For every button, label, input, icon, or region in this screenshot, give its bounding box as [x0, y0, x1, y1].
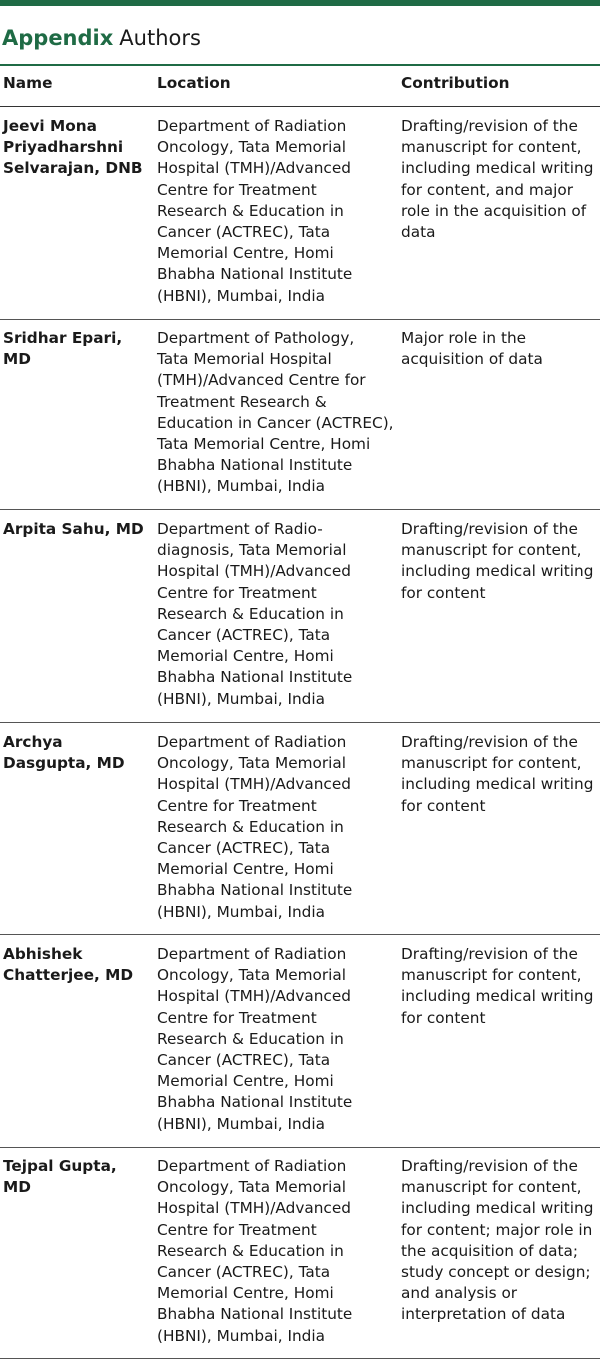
- author-location: Department of Radiation Oncology, Tata Memorial Hospital (TMH)/Advanced Centre for Treatment Research & Education in Cancer (ACTREC), Tata Memorial Centre, Homi Bhabha National Institute (HBNI), Mumbai, India: [157, 945, 353, 1133]
- header-contribution: Contribution: [401, 74, 510, 92]
- author-name: Sridhar Epari, MD: [3, 329, 123, 369]
- author-contribution: Drafting/revision of the manuscript for content, including medical writing for content, and major role in the acquisition of data: [401, 117, 594, 242]
- top-accent-bar: [0, 0, 600, 6]
- author-location: Department of Pathology, Tata Memorial Hospital (TMH)/Advanced Centre for Treatment Research & Education in Cancer (ACTREC), Tata Memorial Centre, Homi Bhabha National Institute (HBNI), Mumbai, India: [157, 329, 394, 496]
- row-divider: [0, 319, 600, 320]
- author-location: Department of Radiation Oncology, Tata Memorial Hospital (TMH)/Advanced Centre for Treatment Research & Education in Cancer (ACTREC), Tata Memorial Centre, Homi Bhabha National Institute (HBNI), Mumbai, India: [157, 117, 353, 305]
- table-header-row: [0, 66, 600, 106]
- row-divider: [0, 509, 600, 510]
- author-name: Archya Dasgupta, MD: [3, 733, 125, 773]
- page-title: [2, 24, 201, 52]
- author-location: Department of Radiation Oncology, Tata Memorial Hospital (TMH)/Advanced Centre for Treatment Research & Education in Cancer (ACTREC), Tata Memorial Centre, Homi Bhabha National Institute (HBNI), Mumbai, India: [157, 733, 353, 921]
- author-name: Arpita Sahu, MD: [3, 520, 144, 538]
- header-rule: [0, 106, 600, 107]
- title-label: Appendix: [2, 26, 114, 50]
- header-name: Name: [3, 74, 53, 92]
- author-contribution: Drafting/revision of the manuscript for content, including medical writing for content; major role in the acquisition of data; study concept or design; and analysis or interpretation of data: [401, 1157, 594, 1324]
- author-name: Tejpal Gupta, MD: [3, 1157, 117, 1197]
- row-divider: [0, 934, 600, 935]
- row-divider: [0, 722, 600, 723]
- author-contribution: Drafting/revision of the manuscript for content, including medical writing for content: [401, 520, 594, 602]
- author-name: Jeevi Mona Priyadharshni Selvarajan, DNB: [3, 117, 143, 178]
- author-contribution: Major role in the acquisition of data: [401, 329, 543, 369]
- header-location: Location: [157, 74, 231, 92]
- title-rest: Authors: [119, 26, 201, 50]
- author-contribution: Drafting/revision of the manuscript for content, including medical writing for content: [401, 945, 594, 1027]
- author-location: Department of Radiation Oncology, Tata Memorial Hospital (TMH)/Advanced Centre for Treatment Research & Education in Cancer (ACTREC), Tata Memorial Centre, Homi Bhabha National Institute (HBNI), Mumbai, India: [157, 1157, 353, 1345]
- row-divider: [0, 1147, 600, 1148]
- row-divider: [0, 1358, 600, 1359]
- author-location: Department of Radio- diagnosis, Tata Memorial Hospital (TMH)/Advanced Centre for Treatment Research & Education in Cancer (ACTREC), Tata Memorial Centre, Homi Bhabha National Institute (HBNI), Mumbai, India: [157, 520, 353, 708]
- author-name: Abhishek Chatterjee, MD: [3, 945, 134, 985]
- author-contribution: Drafting/revision of the manuscript for content, including medical writing for content: [401, 733, 594, 815]
